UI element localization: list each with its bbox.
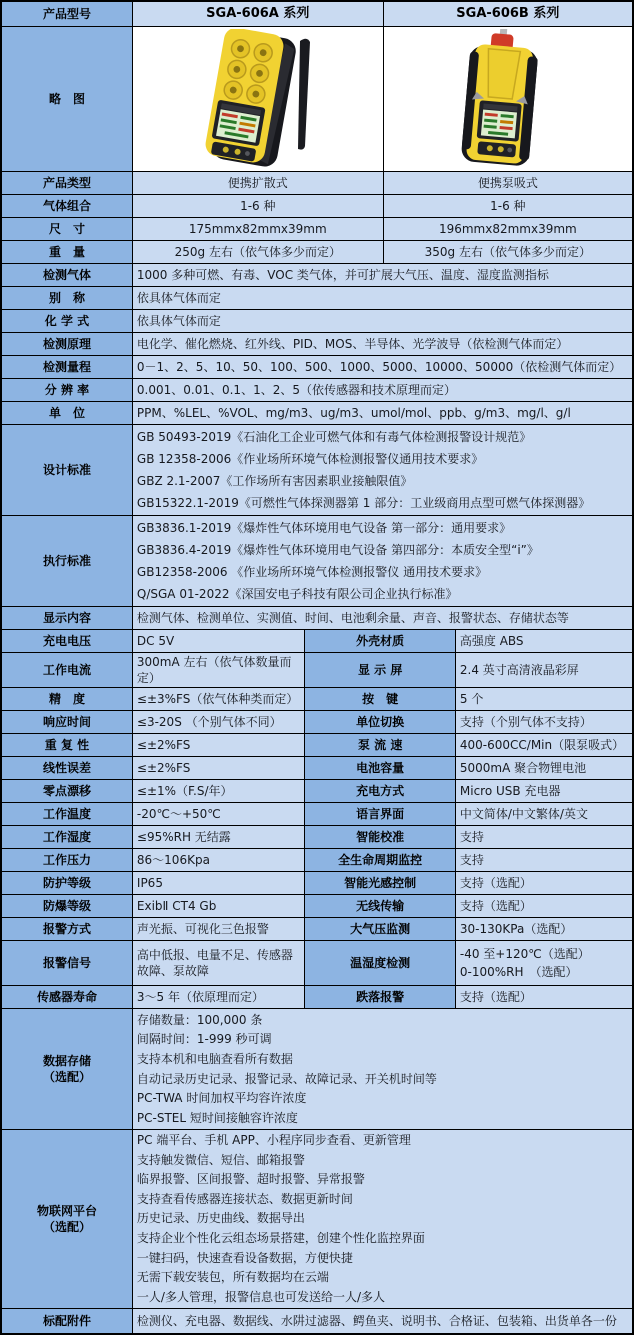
label-display-screen: 显 示 屏: [305, 653, 455, 688]
value-pump-flow: 400-600CC/Min（限泵吸式）: [455, 734, 633, 757]
value-charging-method: Micro USB 充电器: [455, 780, 633, 803]
row-working-humidity: [1, 826, 633, 849]
value-barometric-monitoring: 30-130KPa（选配）: [455, 918, 633, 941]
value-working-humidity: ≤95%RH 无结露: [132, 826, 305, 849]
label-alarm-method: 报警方式: [1, 918, 132, 941]
row-working-pressure: [1, 849, 633, 872]
temp-detection-line: -40 至+120℃（选配）: [459, 947, 590, 962]
executive-standard-line: GB12358-2006 《作业场所环境气体检测报警仪 通用技术要求》: [136, 565, 488, 579]
label-design-standard: 设计标准: [1, 425, 132, 516]
value-design-standard: [132, 425, 633, 516]
value-alarm-method: 声光振、可视化三色报警: [132, 918, 305, 941]
label-detection-range: 检测量程: [1, 356, 132, 379]
label-executive-standard: 执行标准: [1, 516, 132, 607]
row-alarm-method: [1, 918, 633, 941]
row-detected-gas: [1, 264, 633, 287]
label-product-type: 产品类型: [1, 172, 132, 195]
iot-platform-line: 无需下载安装包，所有数据均在云端: [136, 1270, 329, 1285]
row-dimensions: [1, 218, 633, 241]
value-gas-combination-b: 1-6 种: [383, 195, 633, 218]
data-storage-line: 支持本机和电脑查看所有数据: [136, 1052, 293, 1067]
value-battery-capacity: 5000mA 聚合物锂电池: [455, 757, 633, 780]
label-explosion-proof-rating: 防爆等级: [1, 895, 132, 918]
label-protection-rating: 防护等级: [1, 872, 132, 895]
row-explosion-proof-rating: [1, 895, 633, 918]
iot-platform-title: 物联网平台: [36, 1203, 97, 1218]
row-gas-combination: [1, 195, 633, 218]
label-charging-method: 充电方式: [305, 780, 455, 803]
value-shell-material: 高强度 ABS: [455, 630, 633, 653]
label-resolution: 分 辨 率: [1, 379, 132, 402]
row-alias: [1, 287, 633, 310]
row-linearity-error: [1, 757, 633, 780]
data-storage-title: 数据存储: [42, 1053, 91, 1068]
row-weight: [1, 241, 633, 264]
value-weight-b: 350g 左右（依气体多少而定）: [383, 241, 633, 264]
data-storage-optional-tag: （选配）: [42, 1070, 91, 1085]
row-repeatability: [1, 734, 633, 757]
data-storage-line: PC-STEL 短时间接触容许浓度: [136, 1110, 298, 1125]
label-shell-material: 外壳材质: [305, 630, 455, 653]
value-executive-standard: [132, 516, 633, 607]
label-data-storage: [1, 1009, 132, 1130]
label-linearity-error: 线性误差: [1, 757, 132, 780]
label-alarm-signal: 报警信号: [1, 941, 132, 986]
row-resolution: [1, 379, 633, 402]
value-working-pressure: 86～106Kpa: [132, 849, 305, 872]
header-row: [1, 1, 633, 27]
value-accessories: 检测仪、充电器、数据线、水阱过滤器、鳄鱼夹、说明书、合格证、包装箱、出货单各一份: [132, 1309, 633, 1335]
label-charging-voltage: 充电电压: [1, 630, 132, 653]
row-executive-standard: [1, 516, 633, 607]
value-gas-combination-a: 1-6 种: [132, 195, 383, 218]
data-storage-line: PC-TWA 时间加权平均容许浓度: [136, 1091, 307, 1106]
design-standard-line: GBZ 2.1-2007《工作场所有害因素职业接触限值》: [136, 474, 413, 488]
label-lifecycle-monitoring: 全生命周期监控: [305, 849, 455, 872]
row-iot-platform: [1, 1129, 633, 1308]
iot-platform-line: 支持企业个性化云组态场景搭建，创建个性化监控界面: [136, 1230, 425, 1245]
value-units: PPM、%LEL、%VOL、mg/m3、ug/m3、umol/mol、ppb、g/m3、mg/l、g/l: [132, 402, 633, 425]
row-detection-range: [1, 356, 633, 379]
product-model-label: 产品型号: [1, 1, 132, 27]
label-repeatability: 重 复 性: [1, 734, 132, 757]
iot-platform-line: PC 端平台、手机 APP、小程序同步查看、更新管理: [136, 1132, 411, 1147]
row-alarm-signal: [1, 941, 633, 986]
row-protection-rating: [1, 872, 633, 895]
label-unit-switch: 单位切换: [305, 711, 455, 734]
row-sensor-life: [1, 986, 633, 1009]
value-detection-range: 0－1、2、5、10、50、100、500、1000、5000、10000、50000（依检测气体而定）: [132, 356, 633, 379]
label-weight: 重 量: [1, 241, 132, 264]
label-accessories: 标配附件: [1, 1309, 132, 1335]
device-b-cell: [383, 27, 633, 172]
row-units: [1, 402, 633, 425]
iot-platform-line: 支持查看传感器连接状态、数据更新时间: [136, 1191, 353, 1206]
value-working-temperature: -20℃～+50℃: [132, 803, 305, 826]
value-lifecycle-monitoring: 支持: [455, 849, 633, 872]
series-b-header: SGA-606B 系列: [383, 1, 633, 27]
row-design-standard: [1, 425, 633, 516]
value-detected-gas: 1000 多种可燃、有毒、VOC 类气体，并可扩展大气压、温度、湿度监测指标: [132, 264, 633, 287]
value-chemical-formula: 依具体气体而定: [132, 310, 633, 333]
label-working-pressure: 工作压力: [1, 849, 132, 872]
value-dimensions-a: 175mmx82mmx39mm: [132, 218, 383, 241]
device-a-image: [137, 29, 383, 169]
design-standard-line: GB15322.1-2019《可燃性气体探测器第 1 部分：工业级商用点型可燃气体探测器》: [136, 496, 591, 510]
row-charging-voltage: [1, 630, 633, 653]
label-working-temperature: 工作温度: [1, 803, 132, 826]
value-iot-platform: [132, 1129, 633, 1308]
value-smart-calibration: 支持: [455, 826, 633, 849]
row-product-type: [1, 172, 633, 195]
label-battery-capacity: 电池容量: [305, 757, 455, 780]
label-units: 单 位: [1, 402, 132, 425]
iot-platform-line: 一键扫码，快速查看设备数据，方便快捷: [136, 1250, 353, 1265]
label-iot-platform: [1, 1129, 132, 1308]
value-data-storage: [132, 1009, 633, 1130]
data-storage-line: 存储数量：100,000 条: [136, 1012, 263, 1027]
iot-platform-optional-tag: （选配）: [42, 1220, 91, 1235]
data-storage-line: 自动记录历史记录、报警记录、故障记录、开关机时间等: [136, 1071, 437, 1086]
device-b-image: [388, 29, 633, 169]
label-detected-gas: 检测气体: [1, 264, 132, 287]
row-response-time: [1, 711, 633, 734]
device-a-cell: [132, 27, 383, 172]
value-light-sensing-control: 支持（选配）: [455, 872, 633, 895]
row-chemical-formula: [1, 310, 633, 333]
value-buttons: 5 个: [455, 688, 633, 711]
value-protection-rating: IP65: [132, 872, 305, 895]
label-sensor-life: 传感器寿命: [1, 986, 132, 1009]
row-accessories: [1, 1309, 633, 1335]
value-product-type-a: 便携扩散式: [132, 172, 383, 195]
row-zero-drift: [1, 780, 633, 803]
label-response-time: 响应时间: [1, 711, 132, 734]
label-pump-flow: 泵 流 速: [305, 734, 455, 757]
label-language: 语言界面: [305, 803, 455, 826]
label-detection-principle: 检测原理: [1, 333, 132, 356]
label-zero-drift: 零点漂移: [1, 780, 132, 803]
value-alias: 依具体气体而定: [132, 287, 633, 310]
value-dimensions-b: 196mmx82mmx39mm: [383, 218, 633, 241]
iot-platform-line: 支持触发微信、短信、邮箱报警: [136, 1152, 305, 1167]
value-zero-drift: ≤±1%（F.S/年）: [132, 780, 305, 803]
value-detection-principle: 电化学、催化燃烧、红外线、PID、MOS、半导体、光学波导（依检测气体而定）: [132, 333, 633, 356]
value-product-type-b: 便携泵吸式: [383, 172, 633, 195]
label-dimensions: 尺 寸: [1, 218, 132, 241]
value-display-screen: 2.4 英寸高清液晶彩屏: [455, 653, 633, 688]
executive-standard-line: GB3836.1-2019《爆炸性气体环境用电气设备 第一部分：通用要求》: [136, 521, 512, 535]
value-sensor-life: 3～5 年（依原理而定）: [132, 986, 305, 1009]
value-resolution: 0.001、0.01、0.1、1、2、5（依传感器和技术原理而定）: [132, 379, 633, 402]
label-accuracy: 精 度: [1, 688, 132, 711]
label-barometric-monitoring: 大气压监测: [305, 918, 455, 941]
antenna: [298, 39, 310, 150]
sketch-label: 略 图: [1, 27, 132, 172]
executive-standard-line: GB3836.4-2019《爆炸性气体环境用电气设备 第四部分：本质安全型“i”》: [136, 543, 539, 557]
value-wireless-transmission: 支持（选配）: [455, 895, 633, 918]
value-language: 中文简体/中文繁体/英文: [455, 803, 633, 826]
label-light-sensing-control: 智能光感控制: [305, 872, 455, 895]
label-working-current: 工作电流: [1, 653, 132, 688]
value-drop-alarm: 支持（选配）: [455, 986, 633, 1009]
design-standard-line: GB 12358-2006《作业场所环境气体检测报警仪通用技术要求》: [136, 452, 484, 466]
value-response-time: ≤3-20S （个别气体不同）: [132, 711, 305, 734]
value-alarm-signal: 高中低报、电量不足、传感器故障、泵故障: [132, 941, 305, 986]
value-weight-a: 250g 左右（依气体多少而定）: [132, 241, 383, 264]
value-accuracy: ≤±3%FS（依气体种类而定）: [132, 688, 305, 711]
row-data-storage: [1, 1009, 633, 1130]
row-working-current: [1, 653, 633, 688]
value-temp-humidity-detection: [455, 941, 633, 986]
value-linearity-error: ≤±2%FS: [132, 757, 305, 780]
sketch-row: [1, 27, 633, 172]
value-working-current: 300mA 左右（依气体数量而定）: [132, 653, 305, 688]
design-standard-line: GB 50493-2019《石油化工企业可燃气体和有毒气体检测报警设计规范》: [136, 430, 532, 444]
value-charging-voltage: DC 5V: [132, 630, 305, 653]
value-unit-switch: 支持（个别气体不支持）: [455, 711, 633, 734]
label-temp-humidity-detection: 温湿度检测: [305, 941, 455, 986]
value-display-content: 检测气体、检测单位、实测值、时间、电池剩余量、声音、报警状态、存储状态等: [132, 607, 633, 630]
iot-platform-line: 临界报警、区间报警、超时报警、异常报警: [136, 1172, 365, 1187]
series-a-header: SGA-606A 系列: [132, 1, 383, 27]
label-wireless-transmission: 无线传输: [305, 895, 455, 918]
value-explosion-proof-rating: ExibⅡ CT4 Gb: [132, 895, 305, 918]
label-drop-alarm: 跌落报警: [305, 986, 455, 1009]
data-storage-line: 间隔时间：1-999 秒可调: [136, 1032, 272, 1047]
label-buttons: 按 键: [305, 688, 455, 711]
label-gas-combination: 气体组合: [1, 195, 132, 218]
iot-platform-line: 历史记录、历史曲线、数据导出: [136, 1211, 305, 1226]
label-alias: 别 称: [1, 287, 132, 310]
humidity-detection-line: 0-100%RH （选配）: [459, 965, 578, 980]
row-display-content: [1, 607, 633, 630]
label-working-humidity: 工作湿度: [1, 826, 132, 849]
value-repeatability: ≤±2%FS: [132, 734, 305, 757]
row-accuracy: [1, 688, 633, 711]
iot-platform-line: 一人/多人管理，报警信息也可发送给一人/多人: [136, 1289, 385, 1304]
label-display-content: 显示内容: [1, 607, 132, 630]
label-smart-calibration: 智能校准: [305, 826, 455, 849]
label-chemical-formula: 化 学 式: [1, 310, 132, 333]
executive-standard-line: Q/SGA 01-2022《深国安电子科技有限公司企业执行标准》: [136, 587, 458, 601]
row-working-temperature: [1, 803, 633, 826]
row-detection-principle: [1, 333, 633, 356]
